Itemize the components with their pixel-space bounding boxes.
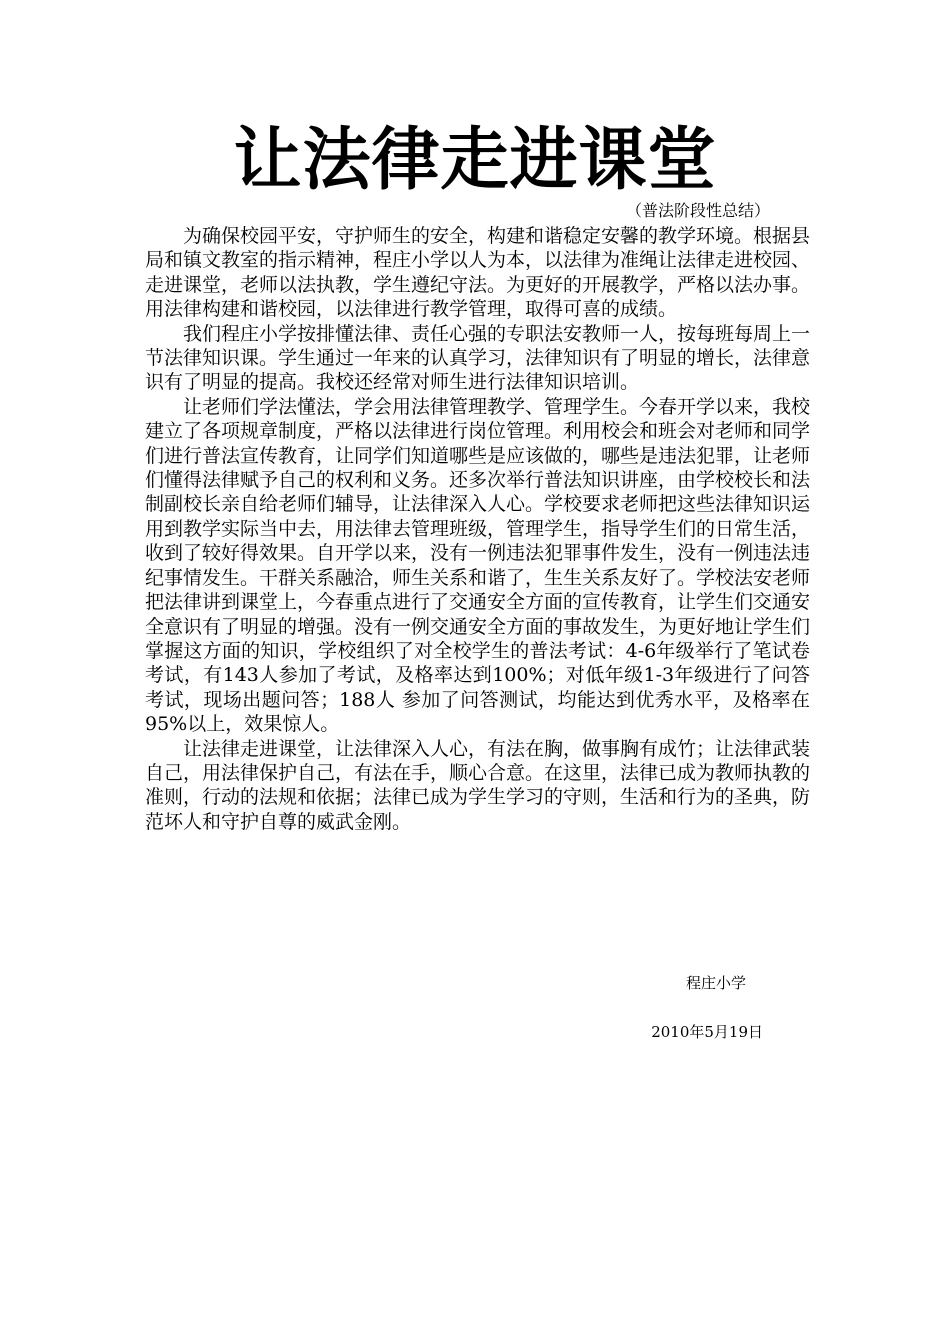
document-subtitle: （普法阶段性总结）: [625, 201, 770, 220]
signature: 程庄小学: [685, 974, 746, 992]
document-title: 让法律走进课堂: [233, 120, 717, 200]
document-body: [145, 224, 810, 834]
body-paragraph: 让法律走进课堂，让法律深入人心，有法在胸，做事胸有成竹；让法律武装自己，用法律保护自己，有法在手，顺心合意。在这里，法律已成为教师执教的准则，行动的法规和依据；法律已成为学生学习的守则，生活和行为的圣典，防范坏人和守护自尊的威武金刚。: [145, 737, 811, 833]
body-paragraph: 让老师们学法懂法，学会用法律管理教学、管理学生。今春开学以来，我校建立了各项规章制度，严格以法律进行岗位管理。利用校会和班会对老师和同学们进行普法宣传教育，让同学们知道哪些是应该做的，哪些是违法犯罪，让老师们懂得法律赋予自己的权利和义务。还多次举行普法知识讲座，由学校校长和法制副校长亲自给老师们辅导，让法律深入人心。学校要求老师把这些法律知识运用到教学实际当中去，用法律去管理班级，管理学生，指导学生们的日常生活，收到了较好得效果。自开学以来，没有一例违法犯罪事件发生，没有一例违法违纪事情发生。干群关系融洽，师生关系和谐了，生生关系友好了。学校法安老师把法律讲到课堂上，今春重点进行了交通安全方面的宣传教育，让学生们交通安全意识有了明显的增强。没有一例交通安全方面的事故发生，为更好地让学生们掌握这方面的知识，学校组织了对全校学生的普法考试：4-6年级举行了笔试卷考试，有143人参加了考试，及格率达到100%；对低年级1-3年级进行了问答考试，现场出题问答；188人 参加了问答测试，均能达到优秀水平，及格率在95%以上，效果惊人。: [145, 395, 811, 736]
body-paragraph: 为确保校园平安，守护师生的安全，构建和谐稳定安馨的教学环境。根据县局和镇文教室的指示精神，程庄小学以人为本，以法律为准绳让法律走进校园、走进课堂，老师以法执教，学生遵纪守法。为更好的开展教学，严格以法办事。用法律构建和谐校园，以法律进行教学管理，取得可喜的成绩。: [145, 225, 811, 321]
body-paragraph: 我们程庄小学按排懂法律、责任心强的专职法安教师一人，按每班每周上一节法律知识课。学生通过一年来的认真学习，法律知识有了明显的增长，法律意识有了明显的提高。我校还经常对师生进行法律知识培训。: [145, 322, 811, 394]
document-date: 2010年5月19日: [651, 1023, 763, 1041]
